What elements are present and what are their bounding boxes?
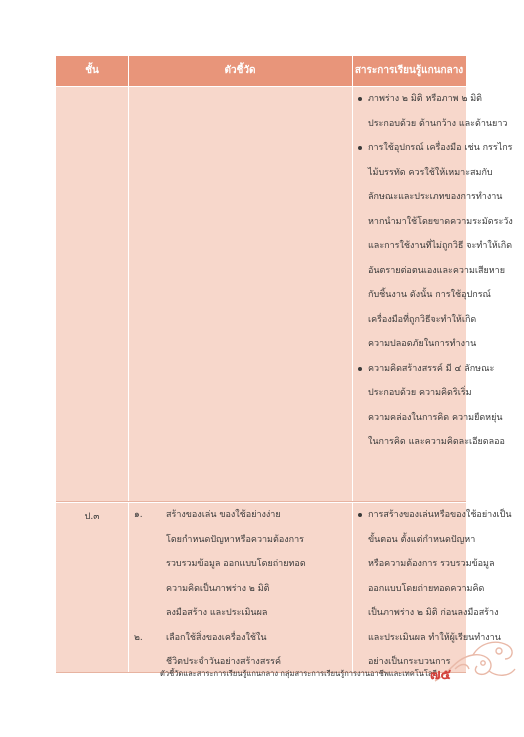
text-line: ประกอบด้วย ด้านกว้าง และด้านยาว xyxy=(368,118,508,129)
header-indicator: ตัวชี้วัด xyxy=(224,65,256,76)
core-content-cell xyxy=(352,87,513,501)
text-line: ในการคิด และความคิดละเอียดลออ xyxy=(368,437,505,447)
bullet-item xyxy=(352,357,505,455)
header-core-content: สาระการเรียนรู้แกนกลาง xyxy=(354,65,464,76)
text-line: ประกอบด้วย ความคิดริเริ่ม xyxy=(368,388,472,398)
header-divider xyxy=(128,56,129,86)
text-line: ไม้บรรทัด ควรใช้ให้เหมาะสมกับ xyxy=(368,167,493,178)
text-line: ความคิดสร้างสรรค์ มี ๔ ลักษณะ xyxy=(368,363,495,374)
bullet-icon xyxy=(358,513,362,517)
table-row xyxy=(56,87,513,502)
text-line: ขั้นตอน ตั้งแต่กำหนดปัญหา xyxy=(368,534,476,545)
bullet-item xyxy=(352,136,513,357)
text-line: ภาพร่าง ๒ มิติ หรือภาพ ๒ มิติ xyxy=(368,94,483,104)
text-line: ชีวิตประจำวันอย่างสร้างสรรค์ xyxy=(166,657,282,667)
text-line: เครื่องมือที่ถูกวิธีจะทำให้เกิด xyxy=(368,314,477,325)
item-number: ๒. xyxy=(134,632,143,643)
bullet-icon xyxy=(358,97,362,101)
text-line: ความคิดเป็นภาพร่าง ๒ มิติ xyxy=(166,583,270,594)
item-number: ๑. xyxy=(134,510,143,520)
bullet-icon xyxy=(358,146,362,150)
text-line: ลักษณะและประเภทของการทำงาน xyxy=(368,192,503,202)
text-line: เลือกใช้สิ่งของเครื่องใช้ใน xyxy=(166,632,267,643)
curriculum-table xyxy=(56,56,513,667)
page-number: ๗๕ xyxy=(430,667,452,683)
text-line: สร้างของเล่น ของใช้อย่างง่าย xyxy=(166,510,281,520)
indicator-cell xyxy=(128,503,352,672)
column-divider xyxy=(352,87,353,501)
level-cell xyxy=(56,503,128,672)
text-line: รวบรวมข้อมูล ออกแบบโดยถ่ายทอด xyxy=(166,559,306,569)
grade-level: ป.๓ xyxy=(84,512,100,522)
text-line: และประเมินผล ทำให้ผู้เรียนทำงาน xyxy=(368,632,501,643)
text-line: อย่างเป็นกระบวนการ xyxy=(368,657,451,667)
bullet-item xyxy=(352,87,508,136)
column-divider xyxy=(128,503,129,672)
page-footer: ตัวชี้วัดและสาระการเรียนรู้แกนกลาง กลุ่มสาระการเรียนรู้การงานอาชีพและเทคโนโลยี xyxy=(160,669,437,678)
text-line: อันตรายต่อตนเองและความเสียหาย xyxy=(368,265,505,276)
bullet-icon xyxy=(358,367,362,371)
level-cell xyxy=(56,87,128,501)
column-divider xyxy=(128,87,129,501)
text-line: และการใช้งานที่ไม่ถูกวิธี จะทำให้เกิด xyxy=(368,241,513,251)
header-level: ชั้น xyxy=(85,65,99,76)
text-line: ออกแบบโดยถ่ายทอดความคิด xyxy=(368,583,485,594)
text-line: ความคล่องในการคิด ความยืดหยุ่น xyxy=(368,412,503,423)
table-header xyxy=(56,56,466,86)
text-line: หรือความต้องการ รวบรวมข้อมูล xyxy=(368,559,495,569)
text-line: ลงมือสร้าง และประเมินผล xyxy=(166,608,268,618)
text-line: โดยกำหนดปัญหาหรือความต้องการ xyxy=(166,534,304,545)
column-divider xyxy=(352,503,353,672)
header-divider xyxy=(352,56,353,86)
table-row xyxy=(56,503,512,673)
indicator-cell xyxy=(128,87,352,501)
text-line: การใช้อุปกรณ์ เครื่องมือ เช่น กรรไกร xyxy=(368,143,513,153)
text-line: ความปลอดภัยในการทำงาน xyxy=(368,339,477,349)
text-line: เป็นภาพร่าง ๒ มิติ ก่อนลงมือสร้าง xyxy=(368,608,499,618)
text-line: กับชิ้นงาน ดังนั้น การใช้อุปกรณ์ xyxy=(368,290,491,300)
indicator-item xyxy=(128,503,352,626)
text-line: การสร้างของเล่นหรือของใช้อย่างเป็น xyxy=(368,510,512,520)
text-line: หากนำมาใช้โดยขาดความระมัดระวัง xyxy=(368,216,513,227)
